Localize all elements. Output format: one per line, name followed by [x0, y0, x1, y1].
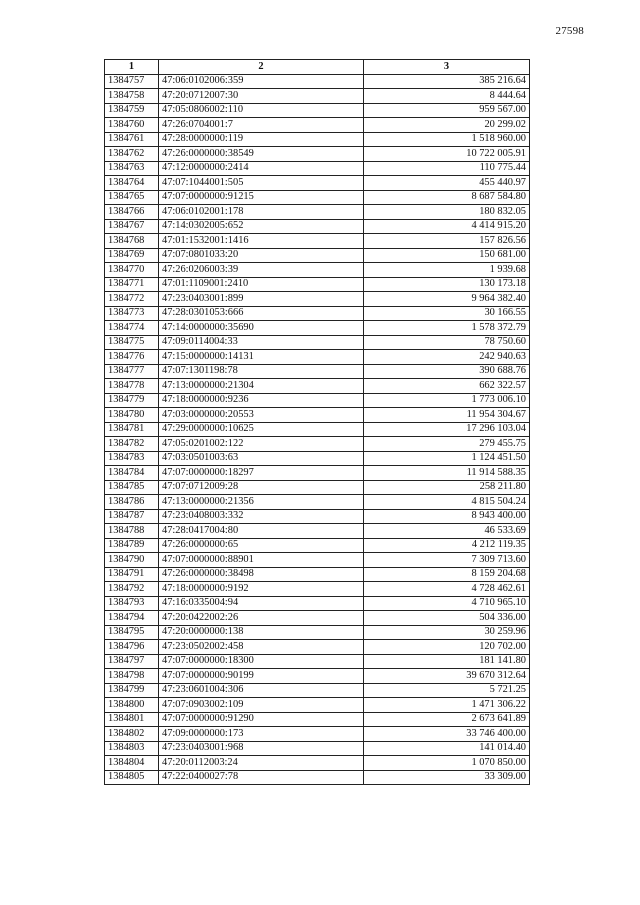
cadastral-number-cell: 47:18:0000000:9236	[159, 393, 364, 408]
value-cell: 181 141.80	[364, 654, 530, 669]
record-number-cell: 1384795	[105, 625, 159, 640]
table-body	[105, 74, 530, 785]
value-cell: 141 014.40	[364, 741, 530, 756]
value-cell: 180 832.05	[364, 205, 530, 220]
value-cell: 17 296 103.04	[364, 422, 530, 437]
record-number-cell: 1384765	[105, 190, 159, 205]
value-cell: 242 940.63	[364, 350, 530, 365]
table-row	[105, 74, 530, 89]
record-number-cell: 1384771	[105, 277, 159, 292]
cadastral-number-cell: 47:07:1044001:505	[159, 176, 364, 191]
value-cell: 8 943 400.00	[364, 509, 530, 524]
table-row	[105, 698, 530, 713]
value-cell: 11 914 588.35	[364, 466, 530, 481]
record-number-cell: 1384782	[105, 437, 159, 452]
cadastral-number-cell: 47:23:0403001:899	[159, 292, 364, 307]
record-number-cell: 1384797	[105, 654, 159, 669]
record-number-cell: 1384766	[105, 205, 159, 220]
cadastral-number-cell: 47:07:0903002:109	[159, 698, 364, 713]
value-cell: 30 259.96	[364, 625, 530, 640]
table-row	[105, 321, 530, 336]
record-number-cell: 1384793	[105, 596, 159, 611]
cadastral-number-cell: 47:28:0417004:80	[159, 524, 364, 539]
table-row	[105, 451, 530, 466]
cadastral-number-cell: 47:05:0806002:110	[159, 103, 364, 118]
value-cell: 78 750.60	[364, 335, 530, 350]
table-row	[105, 132, 530, 147]
record-number-cell: 1384804	[105, 756, 159, 771]
record-number-cell: 1384790	[105, 553, 159, 568]
record-number-cell: 1384781	[105, 422, 159, 437]
value-cell: 8 687 584.80	[364, 190, 530, 205]
cadastral-number-cell: 47:03:0000000:20553	[159, 408, 364, 423]
record-number-cell: 1384785	[105, 480, 159, 495]
cadastral-number-cell: 47:22:0400027:78	[159, 770, 364, 785]
record-number-cell: 1384787	[105, 509, 159, 524]
value-cell: 9 964 382.40	[364, 292, 530, 307]
table-row	[105, 219, 530, 234]
table-row	[105, 234, 530, 249]
cadastral-number-cell: 47:03:0501003:63	[159, 451, 364, 466]
record-number-cell: 1384783	[105, 451, 159, 466]
record-number-cell: 1384789	[105, 538, 159, 553]
page-number: 27598	[555, 25, 584, 37]
table-row	[105, 582, 530, 597]
cadastral-number-cell: 47:01:1109001:2410	[159, 277, 364, 292]
value-cell: 7 309 713.60	[364, 553, 530, 568]
record-number-cell: 1384760	[105, 118, 159, 133]
value-cell: 157 826.56	[364, 234, 530, 249]
value-cell: 4 815 504.24	[364, 495, 530, 510]
record-number-cell: 1384802	[105, 727, 159, 742]
table-header	[105, 60, 530, 75]
cadastral-number-cell: 47:12:0000000:2414	[159, 161, 364, 176]
cadastral-number-cell: 47:26:0704001:7	[159, 118, 364, 133]
value-cell: 4 728 462.61	[364, 582, 530, 597]
value-cell: 120 702.00	[364, 640, 530, 655]
record-number-cell: 1384776	[105, 350, 159, 365]
cadastral-number-cell: 47:06:0102001:178	[159, 205, 364, 220]
table-row	[105, 379, 530, 394]
cadastral-number-cell: 47:07:0000000:91290	[159, 712, 364, 727]
record-number-cell: 1384767	[105, 219, 159, 234]
table-row	[105, 350, 530, 365]
table-row	[105, 596, 530, 611]
table-row	[105, 727, 530, 742]
record-number-cell: 1384777	[105, 364, 159, 379]
table-row	[105, 741, 530, 756]
cadastral-number-cell: 47:09:0114004:33	[159, 335, 364, 350]
record-number-cell: 1384784	[105, 466, 159, 481]
value-cell: 390 688.76	[364, 364, 530, 379]
cadastral-number-cell: 47:07:0712009:28	[159, 480, 364, 495]
cadastral-number-cell: 47:07:0801033:20	[159, 248, 364, 263]
record-number-cell: 1384779	[105, 393, 159, 408]
table-row	[105, 611, 530, 626]
table-row	[105, 103, 530, 118]
cadastral-number-cell: 47:23:0403001:968	[159, 741, 364, 756]
record-number-cell: 1384799	[105, 683, 159, 698]
table-row	[105, 205, 530, 220]
table-row	[105, 292, 530, 307]
record-number-cell: 1384775	[105, 335, 159, 350]
table-row	[105, 248, 530, 263]
value-cell: 8 444.64	[364, 89, 530, 104]
table-row	[105, 712, 530, 727]
value-cell: 130 173.18	[364, 277, 530, 292]
table-row	[105, 553, 530, 568]
table-row	[105, 306, 530, 321]
table-row	[105, 495, 530, 510]
header-row	[105, 60, 530, 75]
value-cell: 33 309.00	[364, 770, 530, 785]
cadastral-number-cell: 47:20:0000000:138	[159, 625, 364, 640]
cadastral-number-cell: 47:23:0601004:306	[159, 683, 364, 698]
value-cell: 1 578 372.79	[364, 321, 530, 336]
cadastral-number-cell: 47:28:0301053:666	[159, 306, 364, 321]
record-number-cell: 1384794	[105, 611, 159, 626]
value-cell: 10 722 005.91	[364, 147, 530, 162]
record-number-cell: 1384758	[105, 89, 159, 104]
record-number-cell: 1384762	[105, 147, 159, 162]
record-number-cell: 1384773	[105, 306, 159, 321]
value-cell: 30 166.55	[364, 306, 530, 321]
value-cell: 11 954 304.67	[364, 408, 530, 423]
value-cell: 662 322.57	[364, 379, 530, 394]
value-cell: 1 939.68	[364, 263, 530, 278]
table-row	[105, 118, 530, 133]
record-number-cell: 1384772	[105, 292, 159, 307]
value-cell: 20 299.02	[364, 118, 530, 133]
table-row	[105, 393, 530, 408]
table-row	[105, 567, 530, 582]
value-cell: 385 216.64	[364, 74, 530, 89]
value-cell: 39 670 312.64	[364, 669, 530, 684]
cadastral-number-cell: 47:05:0201002:122	[159, 437, 364, 452]
value-cell: 5 721.25	[364, 683, 530, 698]
table-row	[105, 669, 530, 684]
value-cell: 1 070 850.00	[364, 756, 530, 771]
table-row	[105, 335, 530, 350]
cadastral-number-cell: 47:26:0000000:38549	[159, 147, 364, 162]
record-number-cell: 1384763	[105, 161, 159, 176]
cadastral-number-cell: 47:29:0000000:10625	[159, 422, 364, 437]
value-cell: 8 159 204.68	[364, 567, 530, 582]
value-cell: 110 775.44	[364, 161, 530, 176]
table-row	[105, 277, 530, 292]
value-cell: 33 746 400.00	[364, 727, 530, 742]
value-cell: 1 471 306.22	[364, 698, 530, 713]
cadastral-number-cell: 47:20:0712007:30	[159, 89, 364, 104]
table-row	[105, 364, 530, 379]
record-number-cell: 1384757	[105, 74, 159, 89]
cadastral-number-cell: 47:23:0408003:332	[159, 509, 364, 524]
value-cell: 4 212 119.35	[364, 538, 530, 553]
table-row	[105, 524, 530, 539]
record-number-cell: 1384801	[105, 712, 159, 727]
record-number-cell: 1384791	[105, 567, 159, 582]
record-number-cell: 1384786	[105, 495, 159, 510]
value-cell: 504 336.00	[364, 611, 530, 626]
value-cell: 455 440.97	[364, 176, 530, 191]
value-cell: 4 414 915.20	[364, 219, 530, 234]
record-number-cell: 1384778	[105, 379, 159, 394]
cadastral-number-cell: 47:28:0000000:119	[159, 132, 364, 147]
record-number-cell: 1384798	[105, 669, 159, 684]
value-cell: 279 455.75	[364, 437, 530, 452]
table-row	[105, 408, 530, 423]
record-number-cell: 1384796	[105, 640, 159, 655]
table-row	[105, 538, 530, 553]
cadastral-number-cell: 47:07:0000000:91215	[159, 190, 364, 205]
cadastral-number-cell: 47:07:0000000:18300	[159, 654, 364, 669]
record-number-cell: 1384792	[105, 582, 159, 597]
column-header-2: 2	[159, 60, 364, 75]
record-number-cell: 1384761	[105, 132, 159, 147]
cadastral-number-cell: 47:14:0302005:652	[159, 219, 364, 234]
cadastral-number-cell: 47:07:0000000:90199	[159, 669, 364, 684]
table-row	[105, 683, 530, 698]
table-row	[105, 756, 530, 771]
cadastral-number-cell: 47:23:0502002:458	[159, 640, 364, 655]
registry-table	[104, 59, 530, 785]
value-cell: 2 673 641.89	[364, 712, 530, 727]
record-number-cell: 1384774	[105, 321, 159, 336]
value-cell: 150 681.00	[364, 248, 530, 263]
cadastral-number-cell: 47:06:0102006:359	[159, 74, 364, 89]
table-row	[105, 640, 530, 655]
table-row	[105, 625, 530, 640]
cadastral-number-cell: 47:20:0422002:26	[159, 611, 364, 626]
table-row	[105, 190, 530, 205]
record-number-cell: 1384759	[105, 103, 159, 118]
table-row	[105, 509, 530, 524]
table-row	[105, 422, 530, 437]
value-cell: 258 211.80	[364, 480, 530, 495]
cadastral-number-cell: 47:01:1532001:1416	[159, 234, 364, 249]
record-number-cell: 1384800	[105, 698, 159, 713]
table-row	[105, 480, 530, 495]
cadastral-number-cell: 47:26:0206003:39	[159, 263, 364, 278]
record-number-cell: 1384805	[105, 770, 159, 785]
value-cell: 46 533.69	[364, 524, 530, 539]
record-number-cell: 1384769	[105, 248, 159, 263]
column-header-1: 1	[105, 60, 159, 75]
cadastral-number-cell: 47:26:0000000:65	[159, 538, 364, 553]
table-row	[105, 89, 530, 104]
record-number-cell: 1384764	[105, 176, 159, 191]
table-row	[105, 161, 530, 176]
cadastral-number-cell: 47:07:0000000:88901	[159, 553, 364, 568]
cadastral-number-cell: 47:15:0000000:14131	[159, 350, 364, 365]
table-row	[105, 176, 530, 191]
cadastral-number-cell: 47:16:0335004:94	[159, 596, 364, 611]
value-cell: 959 567.00	[364, 103, 530, 118]
table-row	[105, 466, 530, 481]
table-row	[105, 770, 530, 785]
cadastral-number-cell: 47:07:0000000:18297	[159, 466, 364, 481]
table-row	[105, 147, 530, 162]
record-number-cell: 1384770	[105, 263, 159, 278]
value-cell: 1 518 960.00	[364, 132, 530, 147]
value-cell: 1 124 451.50	[364, 451, 530, 466]
record-number-cell: 1384803	[105, 741, 159, 756]
cadastral-number-cell: 47:26:0000000:38498	[159, 567, 364, 582]
cadastral-number-cell: 47:13:0000000:21304	[159, 379, 364, 394]
cadastral-number-cell: 47:13:0000000:21356	[159, 495, 364, 510]
cadastral-number-cell: 47:20:0112003:24	[159, 756, 364, 771]
cadastral-number-cell: 47:18:0000000:9192	[159, 582, 364, 597]
cadastral-number-cell: 47:14:0000000:35690	[159, 321, 364, 336]
table-row	[105, 654, 530, 669]
table-row	[105, 263, 530, 278]
record-number-cell: 1384768	[105, 234, 159, 249]
cadastral-number-cell: 47:07:1301198:78	[159, 364, 364, 379]
table-row	[105, 437, 530, 452]
record-number-cell: 1384780	[105, 408, 159, 423]
value-cell: 1 773 006.10	[364, 393, 530, 408]
record-number-cell: 1384788	[105, 524, 159, 539]
value-cell: 4 710 965.10	[364, 596, 530, 611]
cadastral-number-cell: 47:09:0000000:173	[159, 727, 364, 742]
column-header-3: 3	[364, 60, 530, 75]
